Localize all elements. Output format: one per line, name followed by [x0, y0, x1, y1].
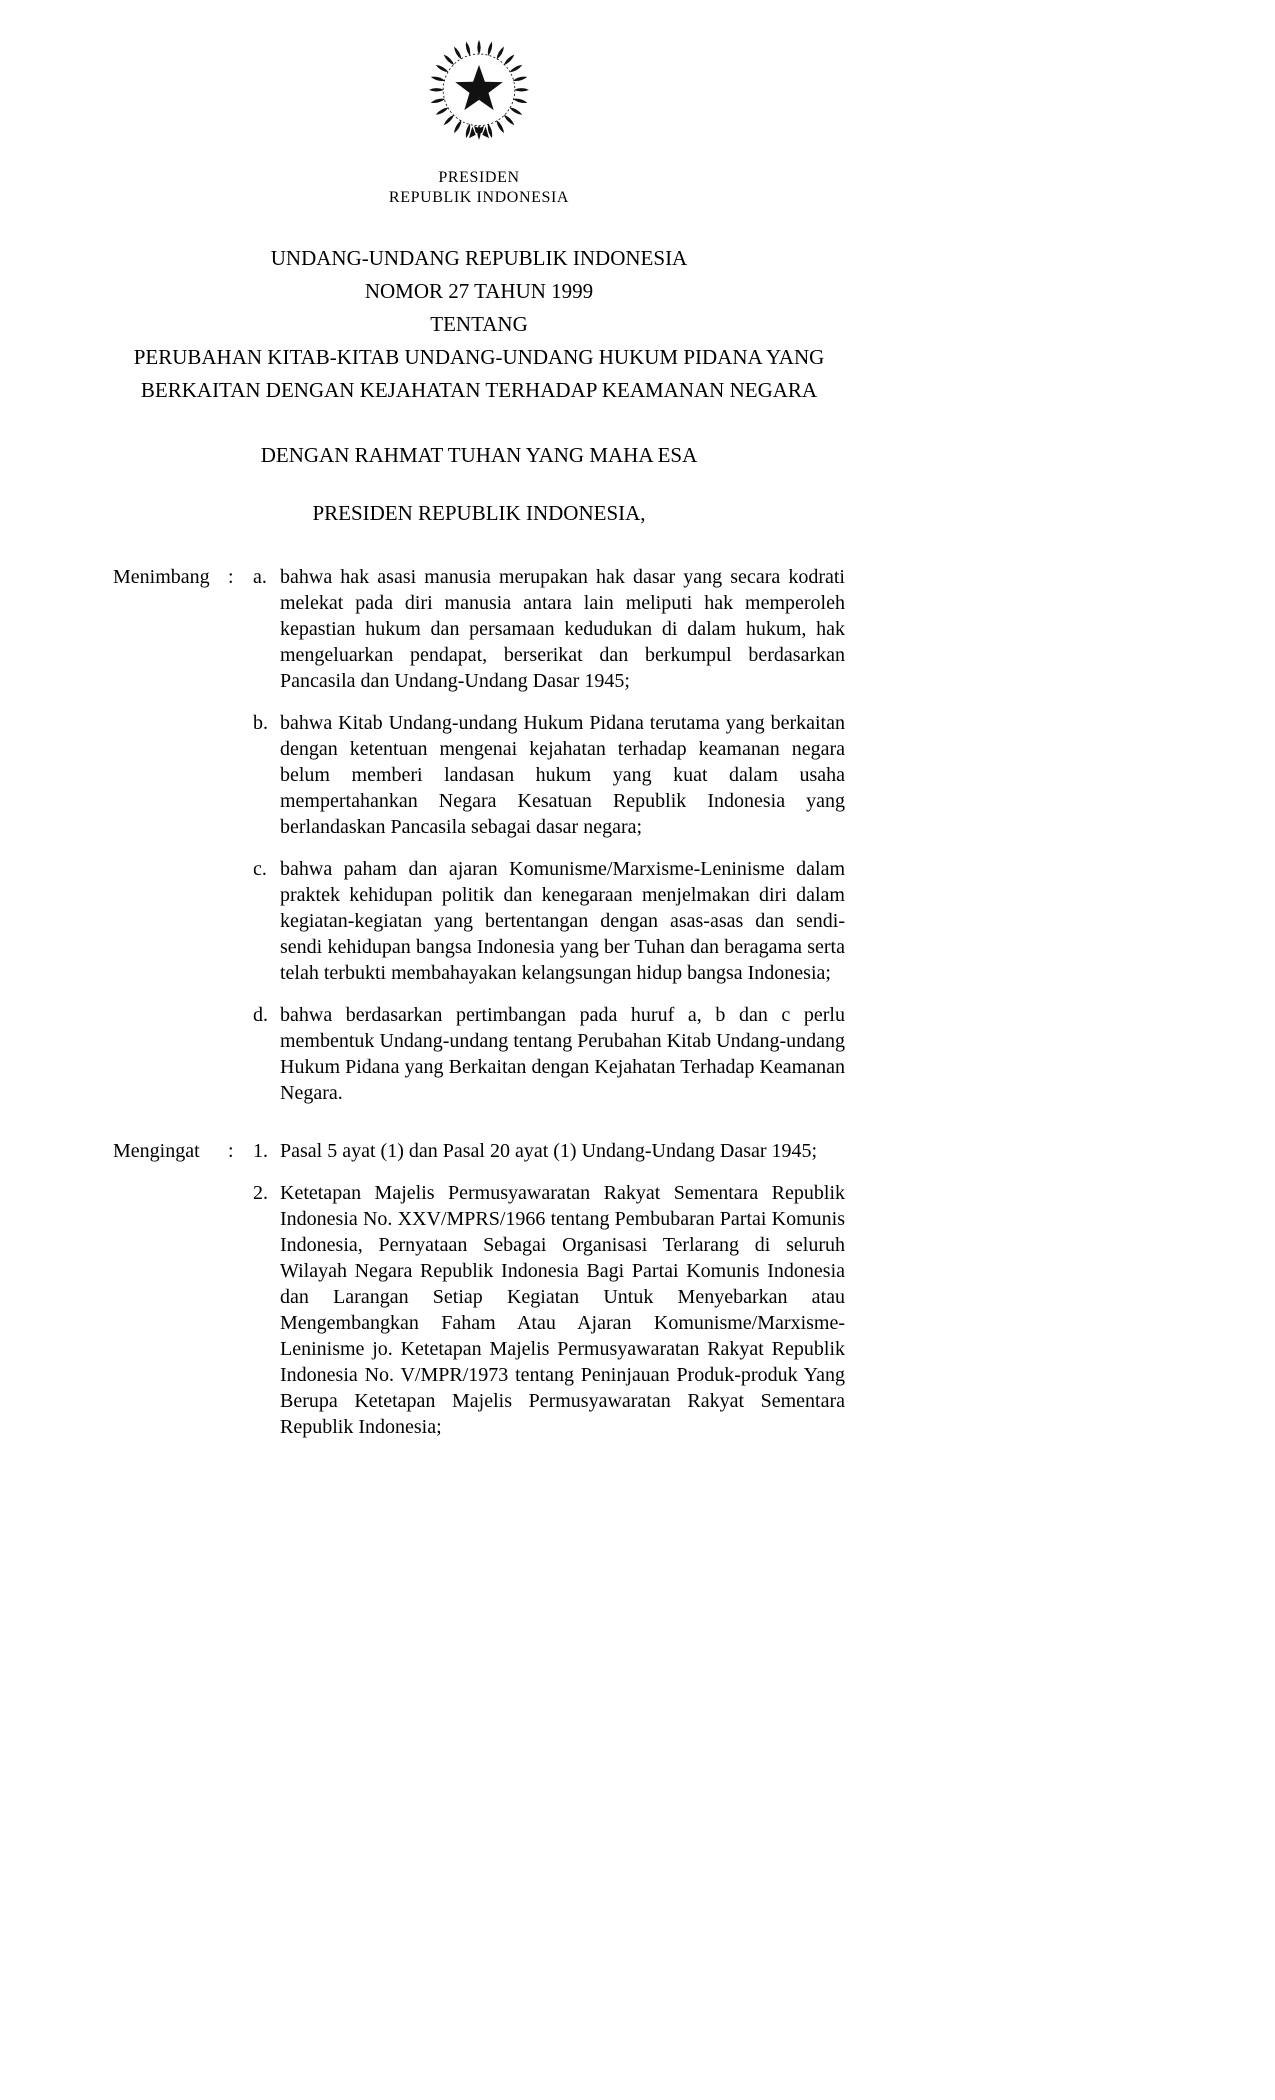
invocation: DENGAN RAHMAT TUHAN YANG MAHA ESA	[260, 443, 698, 467]
spacer	[113, 1180, 228, 1440]
item-marker: a.	[253, 566, 267, 588]
spacer	[228, 856, 253, 986]
consideration-item	[113, 1002, 845, 1106]
item-text: bahwa Kitab Undang-undang Hukum Pidana terutama yang berkaitan dengan ketentuan mengenai kejahatan terhadap keamanan negara belum memberi landasan hukum yang kuat dalam usaha mempertahankan Negara Kesatuan Republik Indonesia yang berlandaskan Pancasila sebagai dasar negara;	[280, 712, 845, 838]
legal-basis-item	[113, 1138, 845, 1164]
issuer: PRESIDEN REPUBLIK INDONESIA,	[312, 501, 646, 525]
letterhead-line2: REPUBLIK INDONESIA	[388, 189, 570, 206]
item-marker: 1.	[253, 1140, 268, 1162]
document-title	[113, 242, 845, 407]
title-line-4: PERUBAHAN KITAB-KITAB UNDANG-UNDANG HUKUM PIDANA YANG	[133, 345, 825, 369]
item-marker: c.	[253, 858, 267, 880]
item-text: Ketetapan Majelis Permusyawaratan Rakyat Sementara Republik Indonesia No. XXV/MPRS/1966 tentang Pembubaran Partai Komunis Indonesia, Pernyataan Sebagai Organisasi Terlarang di seluruh Wilayah Negara Republik Indonesia Bagi Partai Komunis Indonesia dan Larangan Setiap Kegiatan Untuk Menyebarkan atau Mengembangkan Faham Atau Ajaran Komunisme/Marxisme-Leninisme jo. Ketetapan Majelis Permusyawaratan Rakyat Republik Indonesia No. V/MPR/1973 tentang Peninjauan Produk-produk Yang Berupa Ketetapan Majelis Permusyawaratan Rakyat Sementara Republik Indonesia;	[280, 1182, 845, 1438]
section-label: Mengingat	[113, 1140, 200, 1162]
title-line-5: BERKAITAN DENGAN KEJAHATAN TERHADAP KEAMANAN NEGARA	[140, 378, 818, 402]
item-text: bahwa hak asasi manusia merupakan hak dasar yang secara kodrati melekat pada diri manusia antara lain meliputi hak memperoleh kepastian hukum dan persamaan kedudukan di dalam hukum, hak mengeluarkan pendapat, berserikat dan berkumpul berdasarkan Pancasila dan Undang-Undang Dasar 1945;	[280, 566, 845, 692]
star-icon	[455, 65, 503, 110]
section-label: Menimbang	[113, 566, 210, 588]
spacer	[113, 710, 228, 840]
item-text: bahwa paham dan ajaran Komunisme/Marxisme-Leninisme dalam praktek kehidupan politik dan kenegaraan menjelmakan diri dalam kegiatan-kegiatan yang bertentangan dengan asas-asas dan sendi-sendi kehidupan bangsa Indonesia yang ber Tuhan dan beragama serta telah terbukti membahayakan kelangsungan hidup bangsa Indonesia;	[280, 858, 845, 984]
consideration-item	[113, 564, 845, 694]
legal-basis-item	[113, 1180, 845, 1440]
section-colon: :	[228, 1140, 234, 1162]
title-line-1: UNDANG-UNDANG REPUBLIK INDONESIA	[270, 246, 688, 270]
mengingat-section	[113, 1138, 845, 1440]
document-content	[113, 0, 845, 1440]
consideration-item	[113, 710, 845, 840]
spacer	[113, 856, 228, 986]
item-marker: b.	[253, 712, 268, 734]
letterhead	[113, 168, 845, 208]
menimbang-section	[113, 564, 845, 1106]
spacer	[113, 1002, 228, 1106]
item-text: Pasal 5 ayat (1) dan Pasal 20 ayat (1) Undang-Undang Dasar 1945;	[280, 1140, 818, 1162]
letterhead-line1: PRESIDEN	[438, 169, 520, 186]
title-line-2: NOMOR 27 TAHUN 1999	[364, 279, 594, 303]
item-marker: d.	[253, 1004, 268, 1026]
item-text: bahwa berdasarkan pertimbangan pada huruf a, b dan c perlu membentuk Undang-undang tentang Perubahan Kitab Undang-undang Hukum Pidana yang Berkaitan dengan Kejahatan Terhadap Keamanan Negara.	[280, 1004, 845, 1104]
spacer	[228, 1180, 253, 1440]
spacer	[228, 710, 253, 840]
section-colon: :	[228, 566, 234, 588]
spacer	[228, 1002, 253, 1106]
item-marker: 2.	[253, 1182, 268, 1204]
presidential-emblem-icon	[429, 36, 529, 162]
consideration-item	[113, 856, 845, 986]
title-line-3: TENTANG	[430, 312, 528, 336]
